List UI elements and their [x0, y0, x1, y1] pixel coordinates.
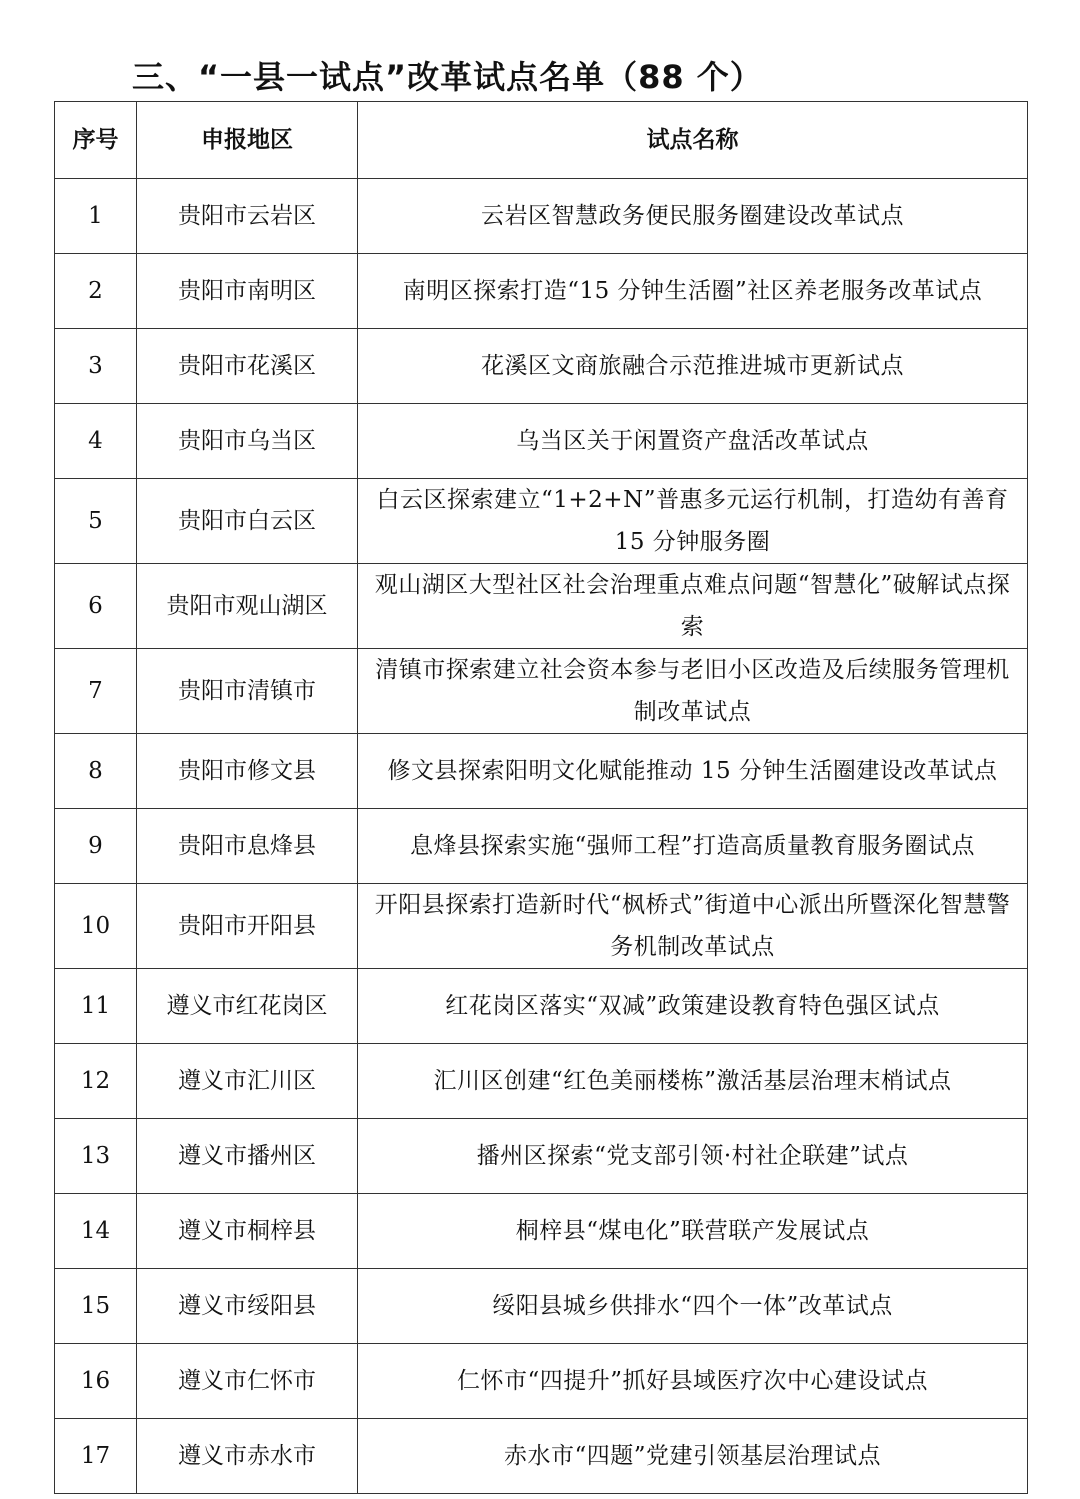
row-pilot-name: 赤水市“四题”党建引领基层治理试点: [358, 1419, 1028, 1494]
table-row: [55, 1269, 1028, 1344]
row-pilot-name: 花溪区文商旅融合示范推进城市更新试点: [358, 329, 1028, 404]
row-pilot-name: 观山湖区大型社区社会治理重点难点问题“智慧化”破解试点探索: [358, 564, 1028, 649]
row-region: 贵阳市白云区: [137, 479, 358, 564]
row-region: 贵阳市云岩区: [137, 179, 358, 254]
table-row: [55, 1119, 1028, 1194]
row-pilot-name: 白云区探索建立“1+2+N”普惠多元运行机制，打造幼有善育 15 分钟服务圈: [358, 479, 1028, 564]
row-region: 贵阳市开阳县: [137, 884, 358, 969]
row-pilot-name: 乌当区关于闲置资产盘活改革试点: [358, 404, 1028, 479]
column-header-region: 申报地区: [137, 102, 358, 179]
row-region: 遵义市红花岗区: [137, 969, 358, 1044]
row-index: 16: [55, 1344, 137, 1419]
row-index: 13: [55, 1119, 137, 1194]
row-index: 12: [55, 1044, 137, 1119]
row-region: 贵阳市清镇市: [137, 649, 358, 734]
row-index: 8: [55, 734, 137, 809]
row-index: 10: [55, 884, 137, 969]
table-row: [55, 1194, 1028, 1269]
row-region: 遵义市仁怀市: [137, 1344, 358, 1419]
row-pilot-name: 桐梓县“煤电化”联营联产发展试点: [358, 1194, 1028, 1269]
row-pilot-name: 红花岗区落实“双减”政策建设教育特色强区试点: [358, 969, 1028, 1044]
table-row: [55, 404, 1028, 479]
row-pilot-name: 仁怀市“四提升”抓好县域医疗次中心建设试点: [358, 1344, 1028, 1419]
table-row: [55, 254, 1028, 329]
row-pilot-name: 开阳县探索打造新时代“枫桥式”街道中心派出所暨深化智慧警务机制改革试点: [358, 884, 1028, 969]
row-pilot-name: 绥阳县城乡供排水“四个一体”改革试点: [358, 1269, 1028, 1344]
table-row: [55, 734, 1028, 809]
table-row: [55, 329, 1028, 404]
row-pilot-name: 息烽县探索实施“强师工程”打造高质量教育服务圈试点: [358, 809, 1028, 884]
row-index: 2: [55, 254, 137, 329]
row-region: 贵阳市修文县: [137, 734, 358, 809]
row-region: 遵义市播州区: [137, 1119, 358, 1194]
table-row: [55, 1419, 1028, 1494]
row-index: 3: [55, 329, 137, 404]
row-index: 15: [55, 1269, 137, 1344]
row-index: 6: [55, 564, 137, 649]
pilot-list-table: [54, 101, 1028, 1494]
row-pilot-name: 修文县探索阳明文化赋能推动 15 分钟生活圈建设改革试点: [358, 734, 1028, 809]
row-region: 遵义市赤水市: [137, 1419, 358, 1494]
row-index: 14: [55, 1194, 137, 1269]
row-pilot-name: 云岩区智慧政务便民服务圈建设改革试点: [358, 179, 1028, 254]
row-index: 17: [55, 1419, 137, 1494]
row-region: 贵阳市息烽县: [137, 809, 358, 884]
row-index: 9: [55, 809, 137, 884]
table-row: [55, 1344, 1028, 1419]
row-index: 7: [55, 649, 137, 734]
row-region: 贵阳市观山湖区: [137, 564, 358, 649]
row-index: 4: [55, 404, 137, 479]
row-region: 遵义市桐梓县: [137, 1194, 358, 1269]
table-header-row: [55, 102, 1028, 179]
table-row: [55, 1044, 1028, 1119]
table-row: [55, 809, 1028, 884]
row-index: 1: [55, 179, 137, 254]
table-row: [55, 179, 1028, 254]
table-row: [55, 564, 1028, 649]
row-index: 5: [55, 479, 137, 564]
row-region: 遵义市绥阳县: [137, 1269, 358, 1344]
row-region: 贵阳市南明区: [137, 254, 358, 329]
row-pilot-name: 播州区探索“党支部引领·村社企联建”试点: [358, 1119, 1028, 1194]
column-header-index: 序号: [55, 102, 137, 179]
table-row: [55, 479, 1028, 564]
column-header-pilot-name: 试点名称: [358, 102, 1028, 179]
row-pilot-name: 南明区探索打造“15 分钟生活圈”社区养老服务改革试点: [358, 254, 1028, 329]
table-row: [55, 649, 1028, 734]
row-pilot-name: 汇川区创建“红色美丽楼栋”激活基层治理末梢试点: [358, 1044, 1028, 1119]
row-region: 贵阳市乌当区: [137, 404, 358, 479]
row-pilot-name: 清镇市探索建立社会资本参与老旧小区改造及后续服务管理机制改革试点: [358, 649, 1028, 734]
page-title: 三、“一县一试点”改革试点名单（88 个）: [132, 58, 763, 96]
row-index: 11: [55, 969, 137, 1044]
table-row: [55, 969, 1028, 1044]
table-row: [55, 884, 1028, 969]
row-region: 遵义市汇川区: [137, 1044, 358, 1119]
row-region: 贵阳市花溪区: [137, 329, 358, 404]
